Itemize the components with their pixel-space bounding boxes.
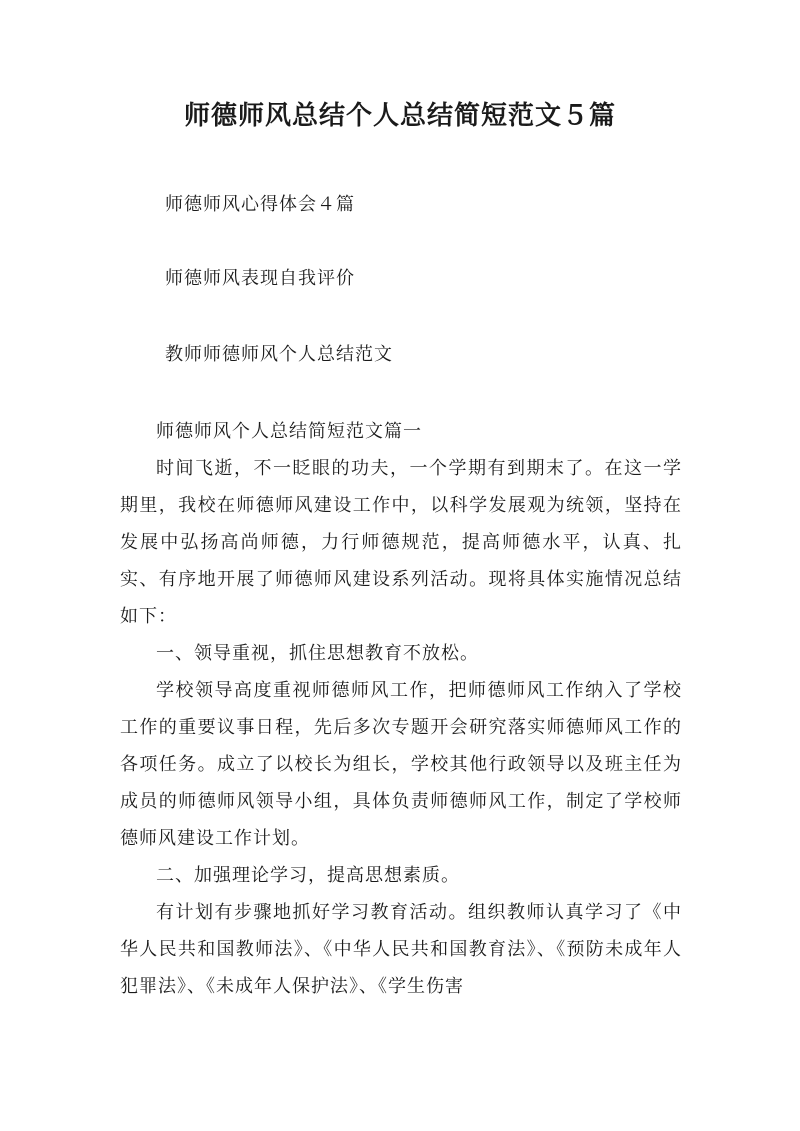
section-heading: 一、领导重视，抓住思想教育不放松。 bbox=[156, 643, 479, 664]
document-title: 师德师风总结个人总结简短范文５篇 bbox=[183, 101, 616, 131]
body-paragraph: 有计划有步骤地抓好学习教育活动。组织教师认真学习了《中华人民共和国教师法》、《中华人民共和国教育法》、《预防未成年人犯罪法》、《未成年人保护法》、《学生伤害 bbox=[120, 902, 682, 997]
body-paragraph: 学校领导高度重视师德师风工作，把师德师风工作纳入了学校工作的重要议事日程，先后多次专题开会研究落实师德师风工作的各项任务。成立了以校长为组长，学校其他行政领导以及班主任为成员的师德师风领导小组，具体负责师德师风工作，制定了学校师德师风建设工作计划。 bbox=[120, 680, 682, 849]
body-paragraph: 时间飞逝，不一眨眼的功夫，一个学期有到期末了。在这一学期里，我校在师德师风建设工作中，以科学发展观为统领，坚持在发展中弘扬高尚师德，力行师德规范，提高师德水平，认真、扎实、有序地开展了师德师风建设系列活动。现将具体实施情况总结如下： bbox=[120, 458, 682, 627]
related-article-link[interactable]: 师德师风表现自我评价 bbox=[165, 268, 355, 289]
related-article-link[interactable]: 教师师德师风个人总结范文 bbox=[165, 344, 393, 365]
section-heading: 二、加强理论学习，提高思想素质。 bbox=[156, 865, 460, 886]
related-article-link[interactable]: 师德师风心得体会４篇 bbox=[165, 194, 355, 215]
document-body bbox=[120, 413, 682, 1005]
section-subtitle: 师德师风个人总结简短范文篇一 bbox=[156, 421, 422, 442]
